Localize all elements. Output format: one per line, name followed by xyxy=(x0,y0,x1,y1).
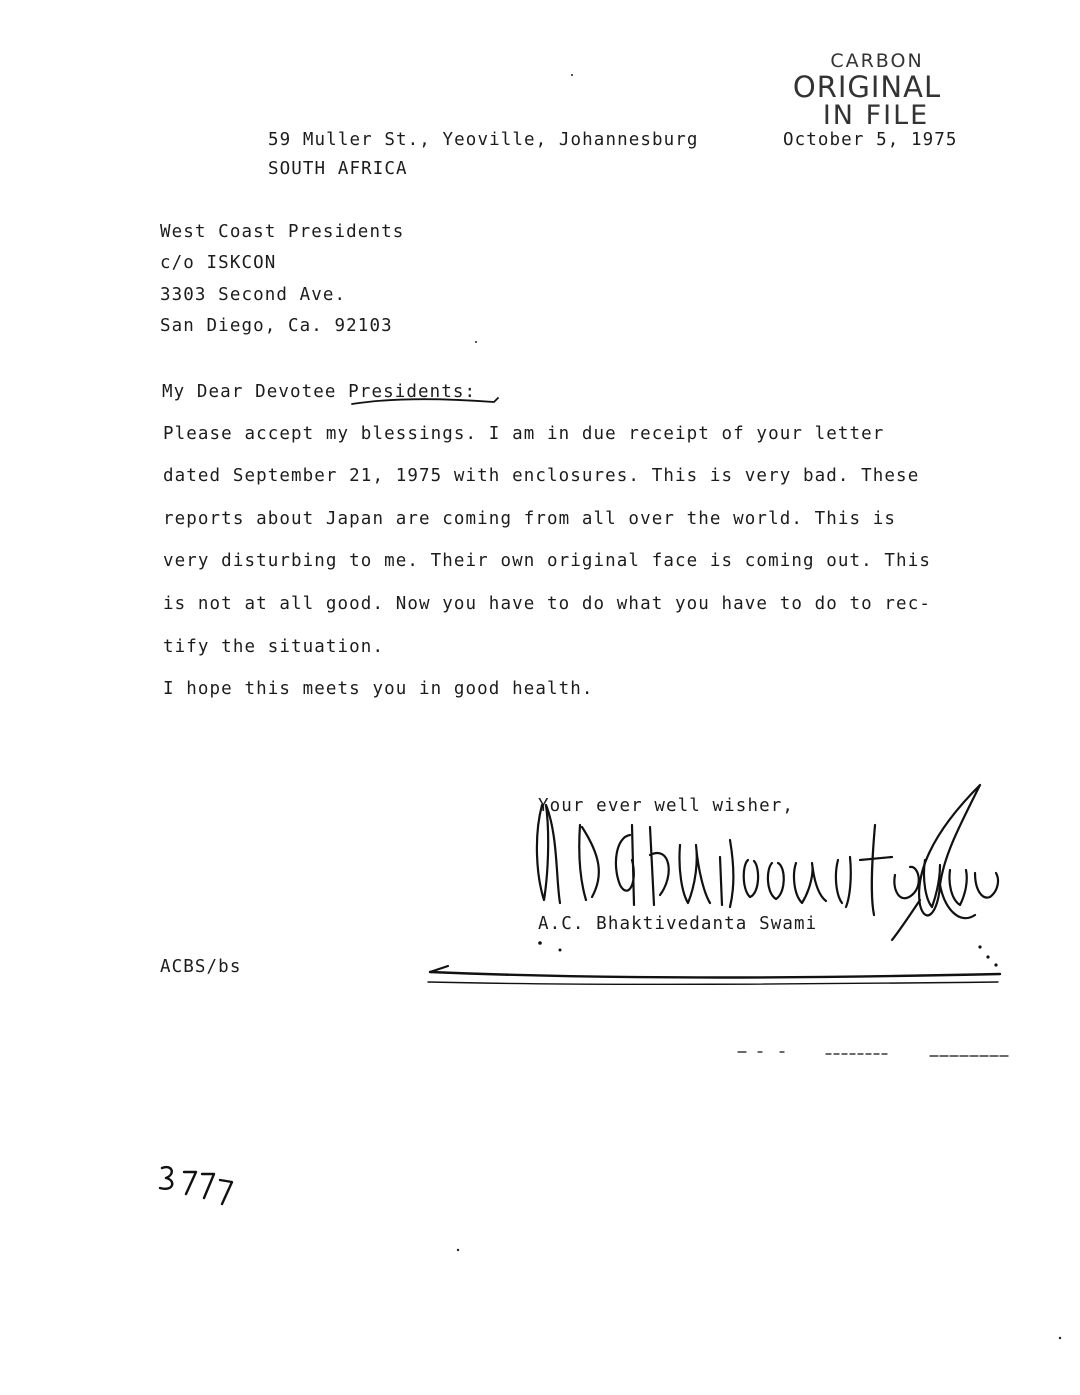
recipient-line-4: San Diego, Ca. 92103 xyxy=(160,316,393,336)
body-line: dated September 21, 1975 with enclosures. This is very bad. These xyxy=(163,466,920,486)
body-line: I hope this meets you in good health. xyxy=(163,679,594,699)
stamp-line-2: ORIGINAL xyxy=(792,70,942,104)
handwritten-corner-mark xyxy=(150,1160,250,1220)
handwritten-signature xyxy=(520,765,1030,995)
stamp-line-1: CARBON xyxy=(830,50,924,72)
typist-initials: ACBS/bs xyxy=(160,957,242,977)
recipient-line-2: c/o ISKCON xyxy=(160,253,277,273)
body-line: reports about Japan are coming from all over the world. This is xyxy=(163,509,897,529)
carbon-original-stamp xyxy=(792,52,942,129)
sender-country: SOUTH AFRICA xyxy=(268,159,408,179)
letter-date: October 5, 1975 xyxy=(783,130,958,150)
signer-name: A.C. Bhaktivedanta Swami xyxy=(538,914,818,934)
recipient-line-1: West Coast Presidents xyxy=(160,222,405,242)
body-line: is not at all good. Now you have to do what you have to do to rec- xyxy=(163,594,931,614)
body-line: tify the situation. xyxy=(163,637,385,657)
closing-line: Your ever well wisher, xyxy=(538,796,794,816)
body-line: very disturbing to me. Their own original face is coming out. This xyxy=(163,551,931,571)
recipient-line-3: 3303 Second Ave. xyxy=(160,285,347,305)
salutation: My Dear Devotee Presidents: xyxy=(162,382,477,402)
sender-address: 59 Muller St., Yeoville, Johannesburg xyxy=(268,130,699,150)
body-line: Please accept my blessings. I am in due receipt of your letter xyxy=(163,424,885,444)
stamp-line-3: IN FILE xyxy=(822,100,930,131)
